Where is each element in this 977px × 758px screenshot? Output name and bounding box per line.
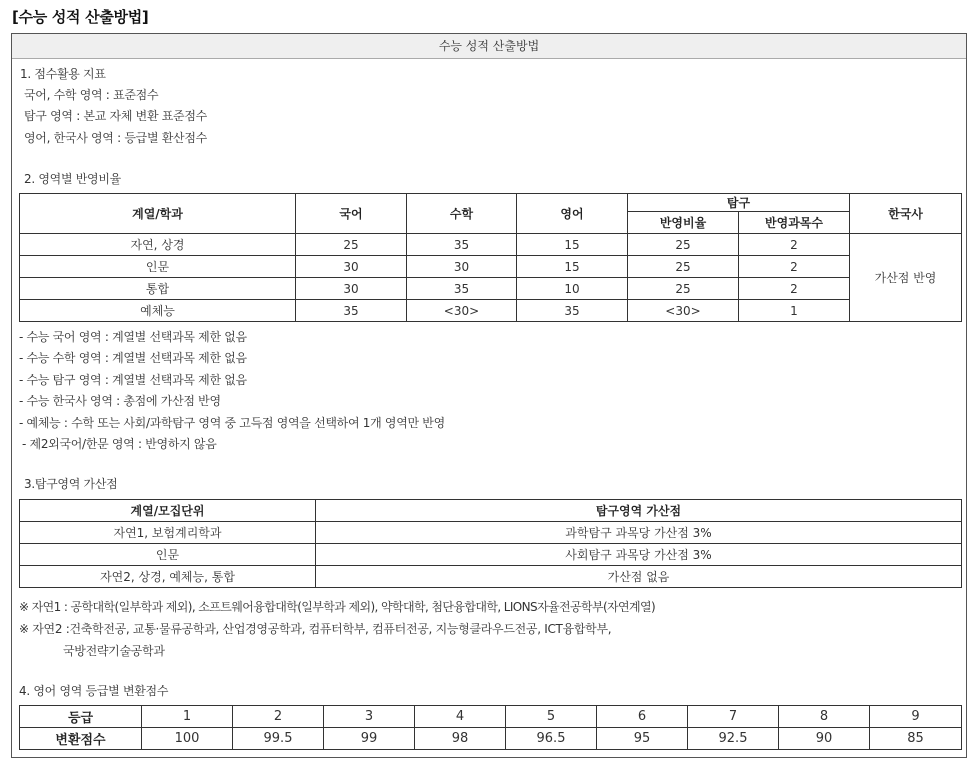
cell: 35 <box>517 300 628 322</box>
th-history: 한국사 <box>850 194 962 234</box>
sec3-note: ※ 자연1 : 공학대학(일부학과 제외), 소프트웨어융합대학(일부학과 제외), 약학대학, 첨단융합대학, LIONS자율전공학부(자연계열) <box>19 600 656 614</box>
table-row <box>20 300 962 322</box>
table-row <box>20 566 962 588</box>
sec2-note: - 예체능 : 수학 또는 사회/과학탐구 영역 중 고득점 영역을 선택하여 1개 영역만 반영 <box>19 416 445 430</box>
sec3-note: 국방전략기술공학과 <box>63 644 165 658</box>
th-unit: 계열/모집단위 <box>20 500 316 522</box>
grade-cell: 5 <box>506 706 597 728</box>
sec2-note: - 수능 한국사 영역 : 총점에 가산점 반영 <box>19 394 221 408</box>
grade-cell: 2 <box>233 706 324 728</box>
cell: 자연1, 보험계리학과 <box>20 522 316 544</box>
grade-cell: 8 <box>779 706 870 728</box>
grade-cell: 6 <box>597 706 688 728</box>
sec3-note: ※ 자연2 :건축학전공, 교통·물류공학과, 산업경영공학과, 컴퓨터학부, 컴퓨터전공, 지능형클라우드전공, ICT융합학부, <box>19 622 612 636</box>
score-cell: 96.5 <box>506 728 597 750</box>
cell: 2 <box>739 234 850 256</box>
score-cell: 98 <box>415 728 506 750</box>
table-row <box>20 522 962 544</box>
cell: 인문 <box>20 544 316 566</box>
cell: 자연, 상경 <box>20 234 296 256</box>
english-table <box>19 705 962 750</box>
bonus-table <box>19 499 962 588</box>
grade-cell: 3 <box>324 706 415 728</box>
cell: 30 <box>296 256 407 278</box>
cell: 인문 <box>20 256 296 278</box>
sec1-line: 영어, 한국사 영역 : 등급별 환산점수 <box>24 131 207 145</box>
score-cell: 95 <box>597 728 688 750</box>
cell: 1 <box>739 300 850 322</box>
score-cell: 100 <box>142 728 233 750</box>
th-english: 영어 <box>517 194 628 234</box>
sec2-note: - 수능 수학 영역 : 계열별 선택과목 제한 없음 <box>19 351 247 365</box>
grade-row <box>20 706 962 728</box>
score-cell: 99.5 <box>233 728 324 750</box>
page-title: [수능 성적 산출방법] <box>12 8 149 26</box>
th-subjects: 반영과목수 <box>739 212 850 234</box>
th-inquiry: 탐구 <box>628 194 850 212</box>
score-cell: 85 <box>870 728 962 750</box>
sec1-line: 탐구 영역 : 본교 자체 변환 표준점수 <box>24 109 207 123</box>
cell: 과학탐구 과목당 가산점 3% <box>316 522 962 544</box>
cell: 25 <box>628 256 739 278</box>
sec2-note: - 수능 국어 영역 : 계열별 선택과목 제한 없음 <box>19 330 247 344</box>
table-row <box>20 256 962 278</box>
score-cell: 99 <box>324 728 415 750</box>
history-cell: 가산점 반영 <box>850 234 962 322</box>
sec2-note: - 제2외국어/한문 영역 : 반영하지 않음 <box>22 437 217 451</box>
cell: 15 <box>517 234 628 256</box>
frame-header: 수능 성적 산출방법 <box>12 34 966 59</box>
th-track: 계열/학과 <box>20 194 296 234</box>
grade-cell: 4 <box>415 706 506 728</box>
score-cell: 92.5 <box>688 728 779 750</box>
cell: 통합 <box>20 278 296 300</box>
cell: 25 <box>296 234 407 256</box>
cell: 10 <box>517 278 628 300</box>
ratio-table <box>19 193 962 322</box>
cell: 2 <box>739 256 850 278</box>
cell: 35 <box>407 234 517 256</box>
sec4-heading: 4. 영어 영역 등급별 변환점수 <box>19 684 169 698</box>
grade-cell: 9 <box>870 706 962 728</box>
th-math: 수학 <box>407 194 517 234</box>
grade-cell: 1 <box>142 706 233 728</box>
content-frame <box>11 33 967 758</box>
cell: 가산점 없음 <box>316 566 962 588</box>
cell: 35 <box>407 278 517 300</box>
th-grade: 등급 <box>20 706 142 728</box>
cell: <30> <box>628 300 739 322</box>
table-row <box>20 544 962 566</box>
th-score: 변환점수 <box>20 728 142 750</box>
sec2-heading: 2. 영역별 반영비율 <box>24 172 121 186</box>
th-ratio: 반영비율 <box>628 212 739 234</box>
sec3-heading: 3.탐구영역 가산점 <box>24 477 118 491</box>
th-bonus: 탐구영역 가산점 <box>316 500 962 522</box>
cell: 2 <box>739 278 850 300</box>
cell: 사회탐구 과목당 가산점 3% <box>316 544 962 566</box>
grade-cell: 7 <box>688 706 779 728</box>
cell: 25 <box>628 278 739 300</box>
table-row <box>20 278 962 300</box>
cell: 30 <box>296 278 407 300</box>
cell: 자연2, 상경, 예체능, 통합 <box>20 566 316 588</box>
sec2-note: - 수능 탐구 영역 : 계열별 선택과목 제한 없음 <box>19 373 247 387</box>
score-cell: 90 <box>779 728 870 750</box>
cell: <30> <box>407 300 517 322</box>
cell: 35 <box>296 300 407 322</box>
sec1-heading: 1. 점수활용 지표 <box>20 67 106 81</box>
th-korean: 국어 <box>296 194 407 234</box>
cell: 30 <box>407 256 517 278</box>
cell: 25 <box>628 234 739 256</box>
table-row <box>20 234 962 256</box>
score-row <box>20 728 962 750</box>
cell: 15 <box>517 256 628 278</box>
sec1-line: 국어, 수학 영역 : 표준점수 <box>24 88 159 102</box>
cell: 예체능 <box>20 300 296 322</box>
